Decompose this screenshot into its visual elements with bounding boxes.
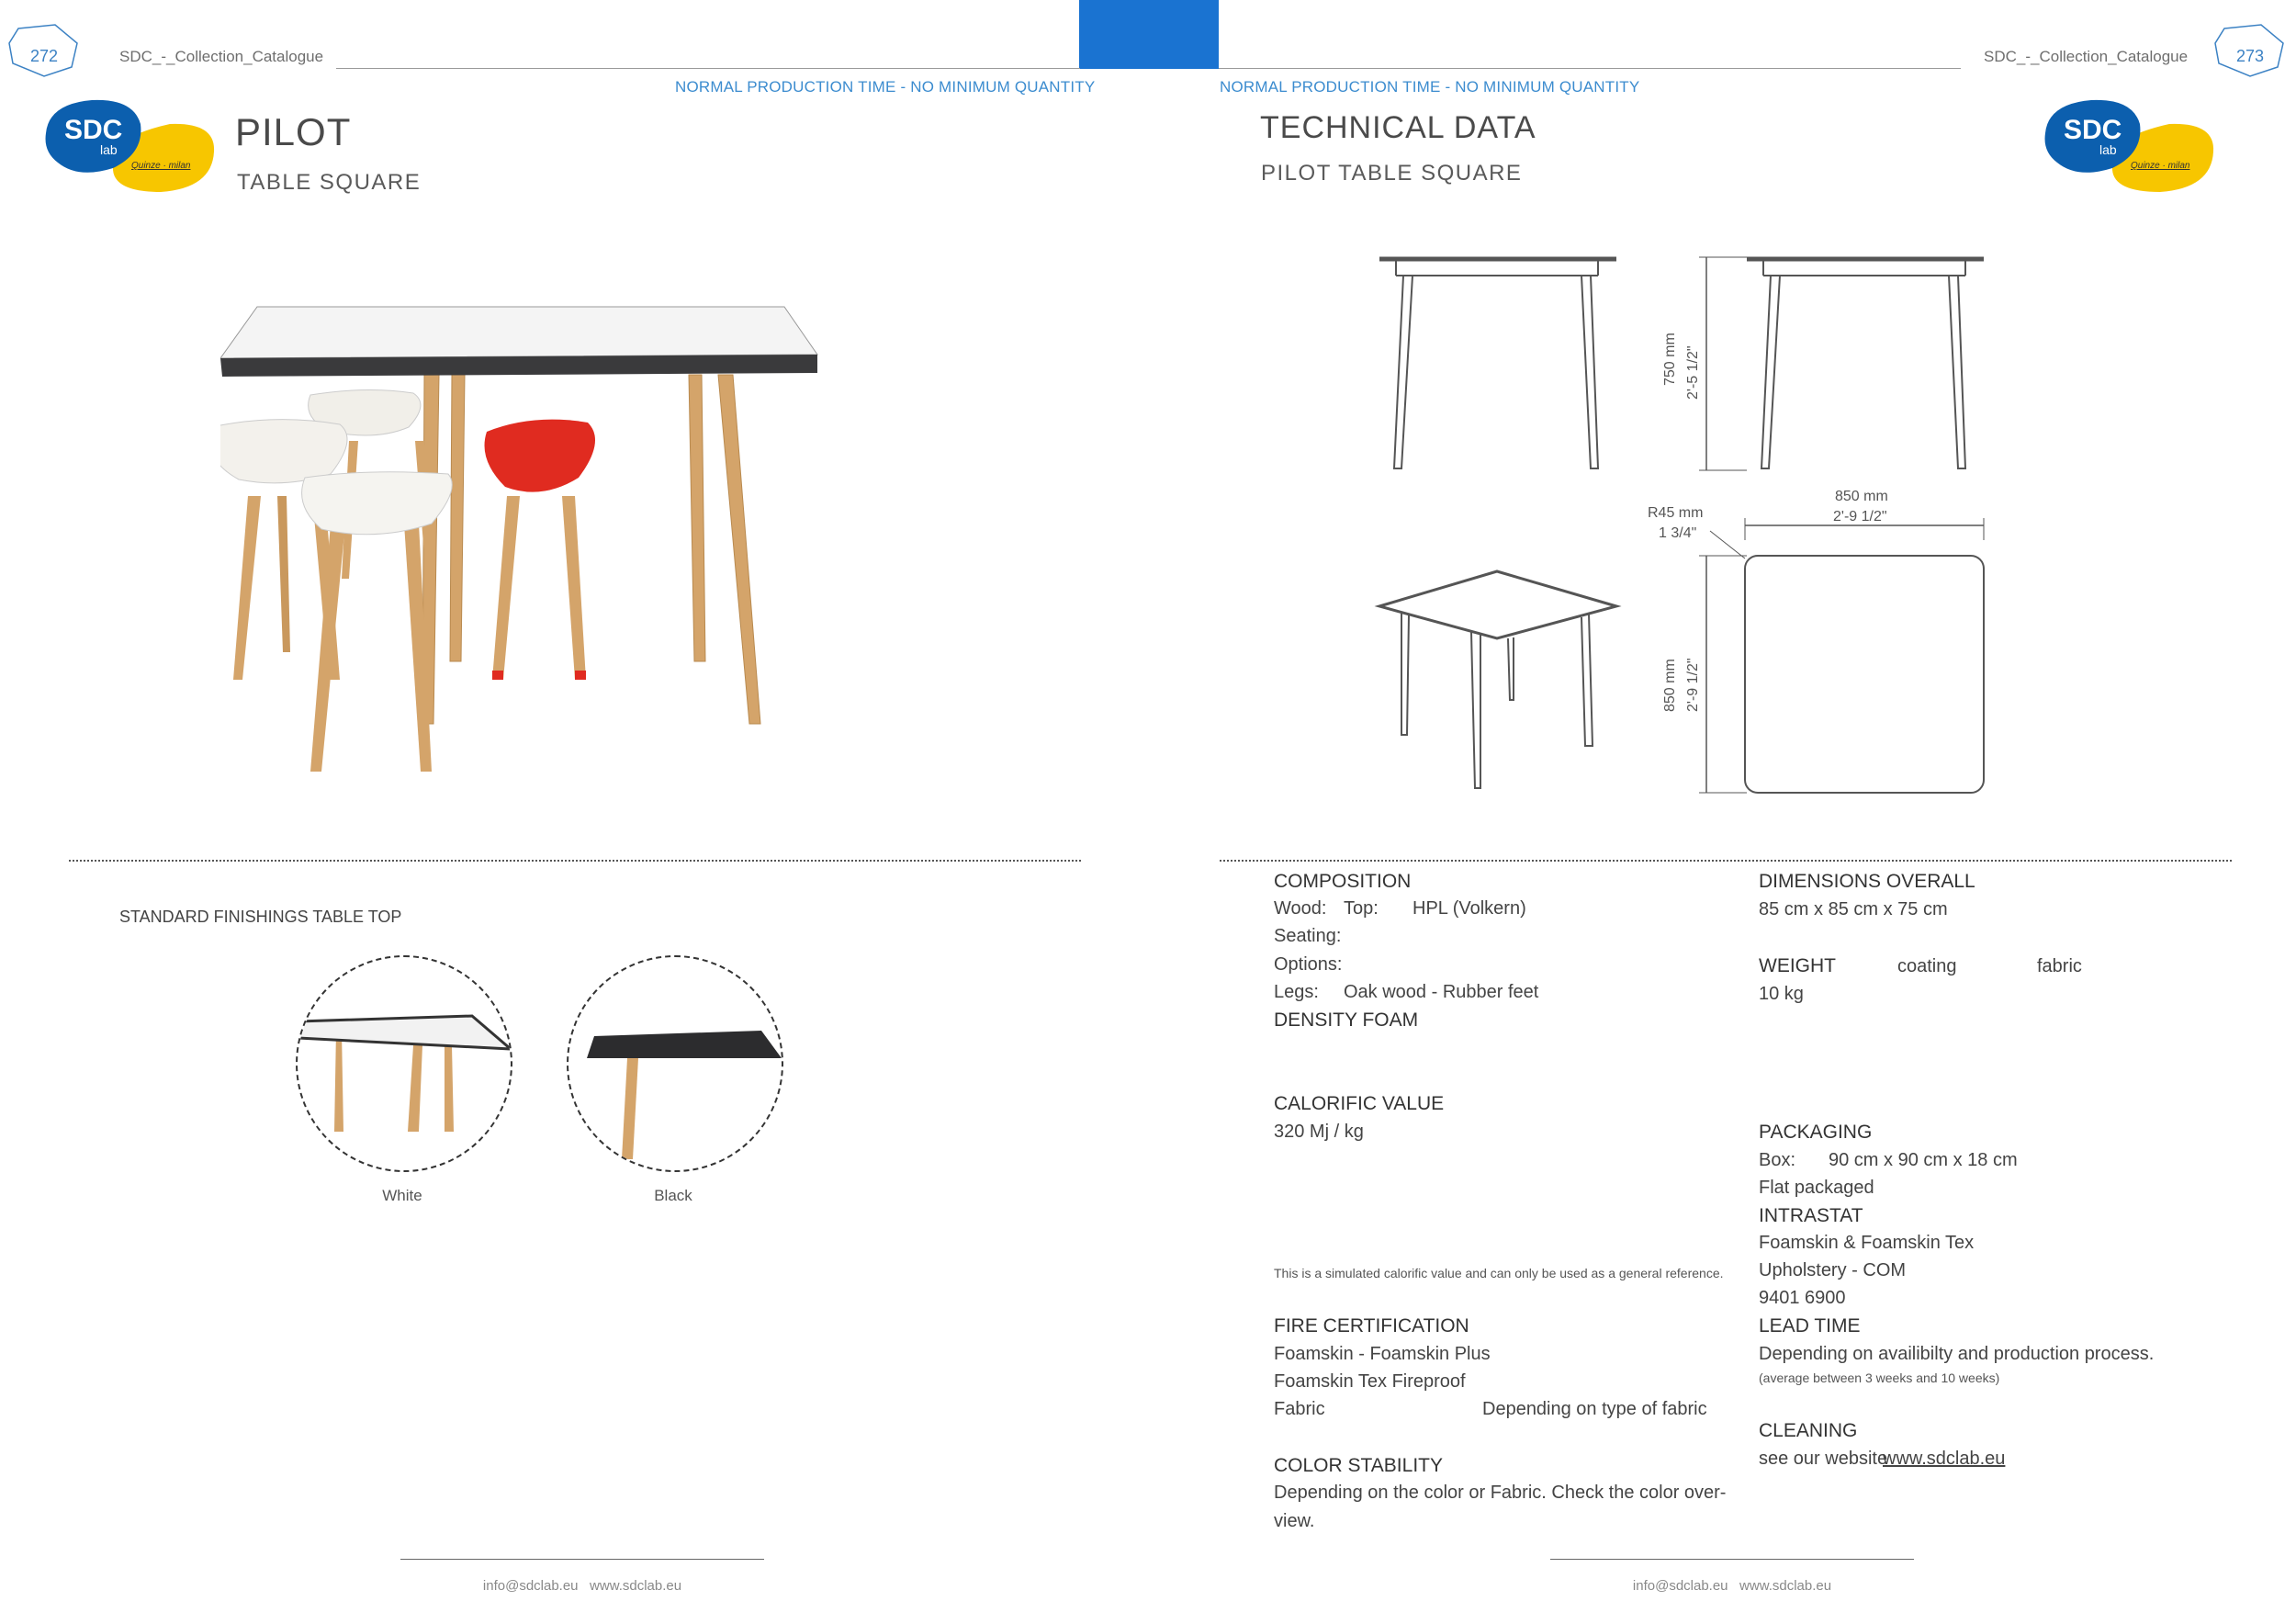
left-catalogue-name: SDC_-_Collection_Catalogue — [119, 48, 324, 65]
header-rule-right — [1219, 68, 1961, 69]
finish-black-swatch — [567, 955, 783, 1172]
calorific-value: 320 Mj / kg — [1274, 1122, 1364, 1142]
right-footer-rule — [1550, 1559, 1914, 1560]
dimensions-value: 85 cm x 85 cm x 75 cm — [1759, 899, 1948, 919]
fire-line1: Foamskin - Foamskin Plus — [1274, 1344, 1491, 1364]
weight-fabric: fabric — [2037, 956, 2082, 976]
right-dotted-separator — [1220, 860, 2232, 862]
packaging-heading: PACKAGING — [1759, 1122, 1873, 1143]
calorific-note: This is a simulated calorific value and can only be used as a general reference. — [1274, 1266, 1724, 1280]
finish-black-label: Black — [654, 1187, 692, 1204]
finishings-heading: STANDARD FINISHINGS TABLE TOP — [119, 908, 402, 926]
cleaning-text: see our website — [1759, 1449, 1888, 1469]
technical-title: TECHNICAL DATA — [1260, 110, 1536, 145]
black-top-thumbnail — [568, 957, 782, 1170]
white-top-thumbnail — [298, 957, 511, 1170]
page-subtitle: TABLE SQUARE — [237, 170, 422, 195]
seating-label: Seating: — [1274, 926, 1342, 946]
right-page-badge — [2213, 23, 2287, 78]
width-in-label: 2'-9 1/2" — [1833, 509, 1887, 524]
logo-shapes-icon — [41, 96, 220, 197]
left-production-note: NORMAL PRODUCTION TIME - NO MINIMUM QUANTITY — [675, 78, 1096, 96]
logo-tag: Quinze · milan — [2131, 161, 2190, 171]
left-page-number: 272 — [29, 47, 59, 65]
height-in-label: 2'-5 1/2" — [1685, 345, 1701, 400]
top-label: Top: — [1344, 898, 1379, 919]
legs-label: Legs: — [1274, 982, 1319, 1002]
calorific-heading: CALORIFIC VALUE — [1274, 1093, 1445, 1114]
intrastat-code: 9401 6900 — [1759, 1288, 1846, 1308]
sdc-logo-right — [2041, 96, 2220, 197]
flat-packaged: Flat packaged — [1759, 1178, 1874, 1198]
depth-in-label: 2'-9 1/2" — [1685, 658, 1701, 712]
composition-heading: COMPOSITION — [1274, 871, 1412, 892]
weight-coating: coating — [1897, 956, 1957, 976]
width-mm-label: 850 mm — [1835, 489, 1888, 504]
logo-text: SDC — [64, 115, 123, 145]
fire-line3-label: Fabric — [1274, 1399, 1325, 1419]
top-value: HPL (Volkern) — [1412, 898, 1526, 919]
radius-mm-label: R45 mm — [1648, 505, 1704, 521]
finish-white-swatch — [296, 955, 512, 1172]
page-title: PILOT — [235, 110, 352, 153]
radius-in-label: 1 3/4" — [1659, 525, 1697, 541]
right-production-note: NORMAL PRODUCTION TIME - NO MINIMUM QUANTITY — [1220, 78, 1640, 96]
density-heading: DENSITY FOAM — [1274, 1009, 1419, 1031]
logo-shapes-icon — [2041, 96, 2220, 197]
left-footer-rule — [400, 1559, 764, 1560]
fire-heading: FIRE CERTIFICATION — [1274, 1315, 1469, 1336]
right-page-number: 273 — [2235, 47, 2265, 65]
sdc-logo-left — [41, 96, 220, 197]
header-rule-left — [336, 68, 1080, 69]
wood-label: Wood: — [1274, 898, 1327, 919]
cleaning-heading: CLEANING — [1759, 1420, 1858, 1441]
top-center-blue-tab — [1079, 0, 1219, 69]
product-photo — [220, 294, 955, 808]
logo-text: SDC — [2064, 115, 2122, 145]
weight-heading: WEIGHT — [1759, 955, 1836, 976]
left-dotted-separator — [69, 860, 1081, 862]
box-value: 90 cm x 90 cm x 18 cm — [1829, 1150, 2018, 1170]
color-stability-line1: Depending on the color or Fabric. Check the color over- — [1274, 1483, 1727, 1503]
right-catalogue-name: SDC_-_Collection_Catalogue — [1984, 48, 2189, 65]
table-and-stools-illustration — [220, 294, 955, 808]
height-mm-label: 750 mm — [1662, 333, 1678, 386]
logo-sub: lab — [2099, 142, 2117, 157]
finish-white-label: White — [382, 1187, 422, 1204]
options-label: Options: — [1274, 954, 1343, 975]
fire-line2: Foamskin Tex Fireproof — [1274, 1371, 1466, 1392]
lead-time-line1: Depending on availibilty and production process. — [1759, 1344, 2155, 1364]
depth-mm-label: 850 mm — [1662, 659, 1678, 712]
dimensions-heading: DIMENSIONS OVERALL — [1759, 871, 1975, 892]
right-footer-contact[interactable]: info@sdclab.eu www.sdclab.eu — [1632, 1578, 1832, 1594]
technical-drawings — [1368, 248, 2002, 808]
box-label: Box: — [1759, 1150, 1796, 1170]
left-footer-contact[interactable]: info@sdclab.eu www.sdclab.eu — [482, 1578, 682, 1594]
lead-time-heading: LEAD TIME — [1759, 1315, 1861, 1336]
intrastat-heading: INTRASTAT — [1759, 1205, 1863, 1226]
logo-sub: lab — [100, 142, 118, 157]
legs-value: Oak wood - Rubber feet — [1344, 982, 1539, 1002]
logo-tag: Quinze · milan — [131, 161, 191, 171]
technical-subtitle: PILOT TABLE SQUARE — [1261, 161, 1523, 186]
left-page-badge — [7, 23, 81, 78]
intrastat-upholstery: Upholstery - COM — [1759, 1260, 1907, 1280]
lead-time-line2: (average between 3 weeks and 10 weeks) — [1759, 1370, 2000, 1385]
intrastat-foam: Foamskin & Foamskin Tex — [1759, 1233, 1975, 1253]
fire-line3-value: Depending on type of fabric — [1482, 1399, 1707, 1419]
weight-value: 10 kg — [1759, 984, 1804, 1004]
color-stability-line2: view. — [1274, 1511, 1315, 1531]
cleaning-website-link[interactable]: www.sdclab.eu — [1883, 1449, 2006, 1469]
color-stability-heading: COLOR STABILITY — [1274, 1455, 1443, 1476]
